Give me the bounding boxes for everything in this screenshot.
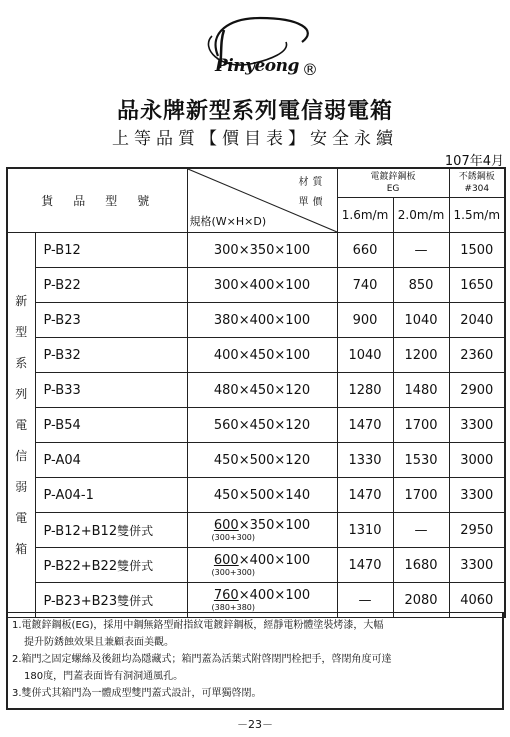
table-row (7, 443, 505, 478)
thickness-eg-20: 2.0m/m (393, 198, 449, 233)
price-cell-eg20: — (393, 513, 449, 548)
table-row (7, 513, 505, 548)
price-cell-sus15: 1650 (449, 268, 505, 303)
table-row (7, 478, 505, 513)
table-row (7, 408, 505, 443)
price-cell-eg20: — (393, 233, 449, 268)
table-row (7, 233, 505, 268)
price-table (6, 167, 506, 618)
model-cell: P-B32 (35, 338, 187, 373)
price-cell-eg16: 1310 (337, 513, 393, 548)
price-cell-eg20: 2080 (393, 583, 449, 618)
price-cell-eg16: 1040 (337, 338, 393, 373)
model-cell: P-B33 (35, 373, 187, 408)
model-cell: P-B12+B12雙併式 (35, 513, 187, 548)
diagonal-header-cell (187, 168, 337, 233)
model-cell: P-A04 (35, 443, 187, 478)
item-header: 貨品型號 (7, 168, 187, 233)
registered-mark: ® (302, 60, 318, 79)
price-cell-sus15: 3300 (449, 548, 505, 583)
price-cell-eg20: 1680 (393, 548, 449, 583)
price-cell-eg16: 900 (337, 303, 393, 338)
model-cell: P-A04-1 (35, 478, 187, 513)
price-cell-eg16: 1470 (337, 478, 393, 513)
price-cell-eg16: 1470 (337, 408, 393, 443)
price-cell-eg20: 1480 (393, 373, 449, 408)
model-cell: P-B23+B23雙併式 (35, 583, 187, 618)
spec-cell: 300×400×100 (187, 268, 337, 303)
material-label: 材質 (298, 177, 327, 188)
note-1-cont: 提升防銹蝕效果且兼顧表面美觀。 (24, 637, 174, 648)
spec-cell: 600×350×100 (300+300) (187, 513, 337, 548)
brand-logo (190, 12, 325, 90)
spec-cell: 760×400×100 (380+380) (187, 583, 337, 618)
logo-wordmark: Pinyeong (215, 56, 299, 76)
price-cell-sus15: 2950 (449, 513, 505, 548)
price-cell-eg20: 1530 (393, 443, 449, 478)
price-cell-eg20: 1040 (393, 303, 449, 338)
table-row (7, 268, 505, 303)
price-cell-sus15: 2900 (449, 373, 505, 408)
price-cell-sus15: 2360 (449, 338, 505, 373)
series-label: 新 型 系 列 電 信 弱 電 箱 (7, 233, 35, 618)
spec-cell: 560×450×120 (187, 408, 337, 443)
page-number: －23－ (237, 718, 273, 731)
note-2-cont: 180度，門蓋表面皆有洞洞通風孔。 (24, 671, 184, 682)
price-cell-eg20: 1700 (393, 478, 449, 513)
table-row (7, 303, 505, 338)
price-cell-eg16: — (337, 583, 393, 618)
spec-cell: 450×500×140 (187, 478, 337, 513)
spec-cell: 300×350×100 (187, 233, 337, 268)
thickness-eg-16: 1.6m/m (337, 198, 393, 233)
price-cell-eg16: 1280 (337, 373, 393, 408)
price-list-date: 107年4月 (444, 154, 504, 169)
page-subtitle: 上等品質【價目表】安全永續 (112, 129, 398, 149)
spec-label: 規格(W×H×D) (189, 215, 267, 228)
price-cell-eg20: 850 (393, 268, 449, 303)
model-cell: P-B54 (35, 408, 187, 443)
price-cell-eg16: 1470 (337, 548, 393, 583)
price-cell-eg16: 740 (337, 268, 393, 303)
price-cell-sus15: 4060 (449, 583, 505, 618)
material-sus-header: 不銹鋼板 #304 (449, 168, 505, 198)
notes-section (6, 612, 504, 710)
table-row (7, 548, 505, 583)
thickness-sus-15: 1.5m/m (449, 198, 505, 233)
model-cell: P-B22 (35, 268, 187, 303)
page-title: 品永牌新型系列電信弱電箱 (116, 98, 393, 124)
material-eg-header: 電鍍鋅鋼板 EG (337, 168, 449, 198)
spec-cell: 480×450×120 (187, 373, 337, 408)
price-cell-eg20: 1700 (393, 408, 449, 443)
spec-cell: 450×500×120 (187, 443, 337, 478)
price-cell-sus15: 3000 (449, 443, 505, 478)
table-row (7, 338, 505, 373)
price-label: 單價 (298, 197, 327, 208)
price-cell-sus15: 3300 (449, 408, 505, 443)
note-3: 3.雙併式其箱門為一體成型雙門蓋式設計，可單獨啓閉。 (12, 688, 262, 699)
note-2: 2.箱門之固定螺絲及後鈕均為隱藏式；箱門蓋為活葉式附啓閉門栓把手，啓閉角度可達 (12, 654, 392, 665)
price-cell-eg16: 1330 (337, 443, 393, 478)
spec-cell: 380×400×100 (187, 303, 337, 338)
price-cell-eg16: 660 (337, 233, 393, 268)
model-cell: P-B23 (35, 303, 187, 338)
model-cell: P-B12 (35, 233, 187, 268)
spec-cell: 600×400×100 (300+300) (187, 548, 337, 583)
price-cell-sus15: 3300 (449, 478, 505, 513)
spec-cell: 400×450×100 (187, 338, 337, 373)
price-cell-eg20: 1200 (393, 338, 449, 373)
table-row (7, 373, 505, 408)
price-cell-sus15: 1500 (449, 233, 505, 268)
price-cell-sus15: 2040 (449, 303, 505, 338)
note-1: 1.電鍍鋅鋼板(EG)，採用中鋼無鉻型耐指紋電鍍鋅鋼板，經靜電粉體塗裝烤漆，大幅 (12, 620, 384, 631)
model-cell: P-B22+B22雙併式 (35, 548, 187, 583)
